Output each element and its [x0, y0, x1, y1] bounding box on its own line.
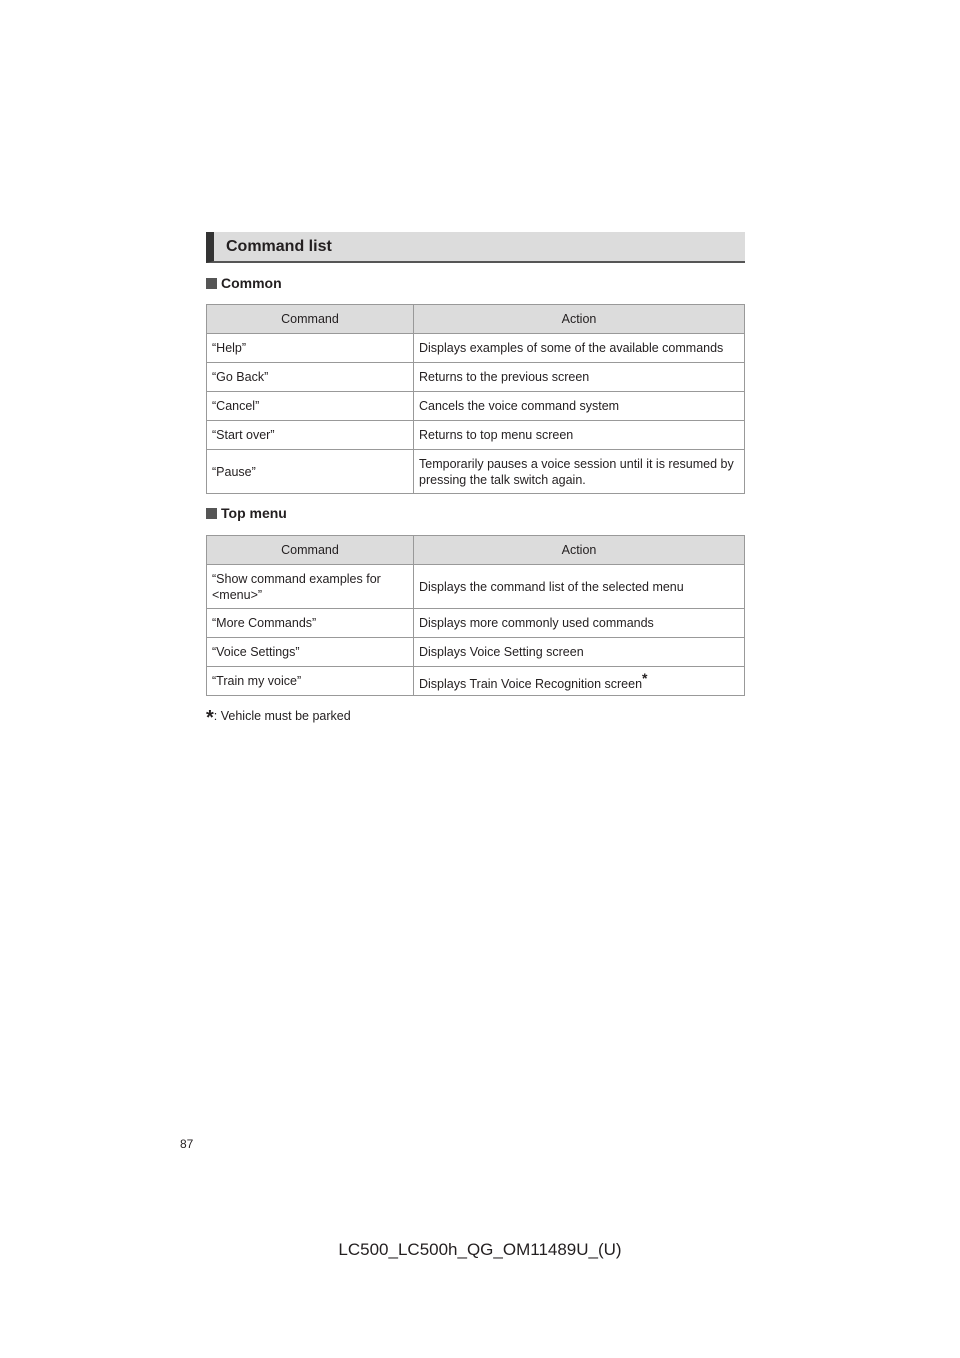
table-row [207, 363, 745, 392]
square-bullet-icon [206, 508, 217, 519]
table-row [207, 421, 745, 450]
table-row [207, 334, 745, 363]
page-number: 87 [180, 1137, 194, 1151]
table-row [207, 565, 745, 609]
command-cell: “Voice Settings” [207, 638, 414, 667]
column-header-action: Action [414, 305, 745, 334]
section-header [206, 232, 745, 263]
top-menu-command-table [206, 535, 745, 696]
table-row [207, 609, 745, 638]
command-cell: “More Commands” [207, 609, 414, 638]
column-header-action: Action [414, 536, 745, 565]
table-header-row [207, 305, 745, 334]
action-cell: Temporarily pauses a voice session until it is resumed by pressing the talk switch again. [414, 450, 745, 494]
table-row [207, 450, 745, 494]
footnote-marker: * [206, 707, 214, 729]
action-cell: Displays more commonly used commands [414, 609, 745, 638]
action-cell: Displays Voice Setting screen [414, 638, 745, 667]
action-cell [414, 667, 745, 696]
common-command-table [206, 304, 745, 494]
table-row [207, 392, 745, 421]
footnote-marker: * [642, 669, 648, 686]
command-cell: “Go Back” [207, 363, 414, 392]
document-id: LC500_LC500h_QG_OM11489U_(U) [338, 1240, 622, 1259]
section-title: Command list [226, 238, 332, 255]
table-row [207, 667, 745, 696]
command-cell: “Help” [207, 334, 414, 363]
command-cell: “Start over” [207, 421, 414, 450]
action-cell: Returns to the previous screen [414, 363, 745, 392]
command-cell: “Pause” [207, 450, 414, 494]
footnote-text: : Vehicle must be parked [213, 709, 351, 723]
table-header-row [207, 536, 745, 565]
column-header-command: Command [207, 305, 414, 334]
action-cell: Returns to top menu screen [414, 421, 745, 450]
table-row [207, 638, 745, 667]
subheading-label: Common [221, 275, 282, 291]
subheading-top-menu [206, 505, 287, 521]
subheading-label: Top menu [221, 505, 287, 521]
command-cell: “Cancel” [207, 392, 414, 421]
action-cell: Displays the command list of the selected menu [414, 565, 745, 609]
command-cell: “Show command examples for <menu>” [207, 565, 414, 609]
action-text: Displays Train Voice Recognition screen [419, 677, 643, 692]
subheading-common [206, 275, 282, 291]
footnote [206, 707, 351, 730]
action-cell: Cancels the voice command system [414, 392, 745, 421]
column-header-command: Command [207, 536, 414, 565]
square-bullet-icon [206, 278, 217, 289]
command-cell: “Train my voice” [207, 667, 414, 696]
action-cell: Displays examples of some of the available commands [414, 334, 745, 363]
